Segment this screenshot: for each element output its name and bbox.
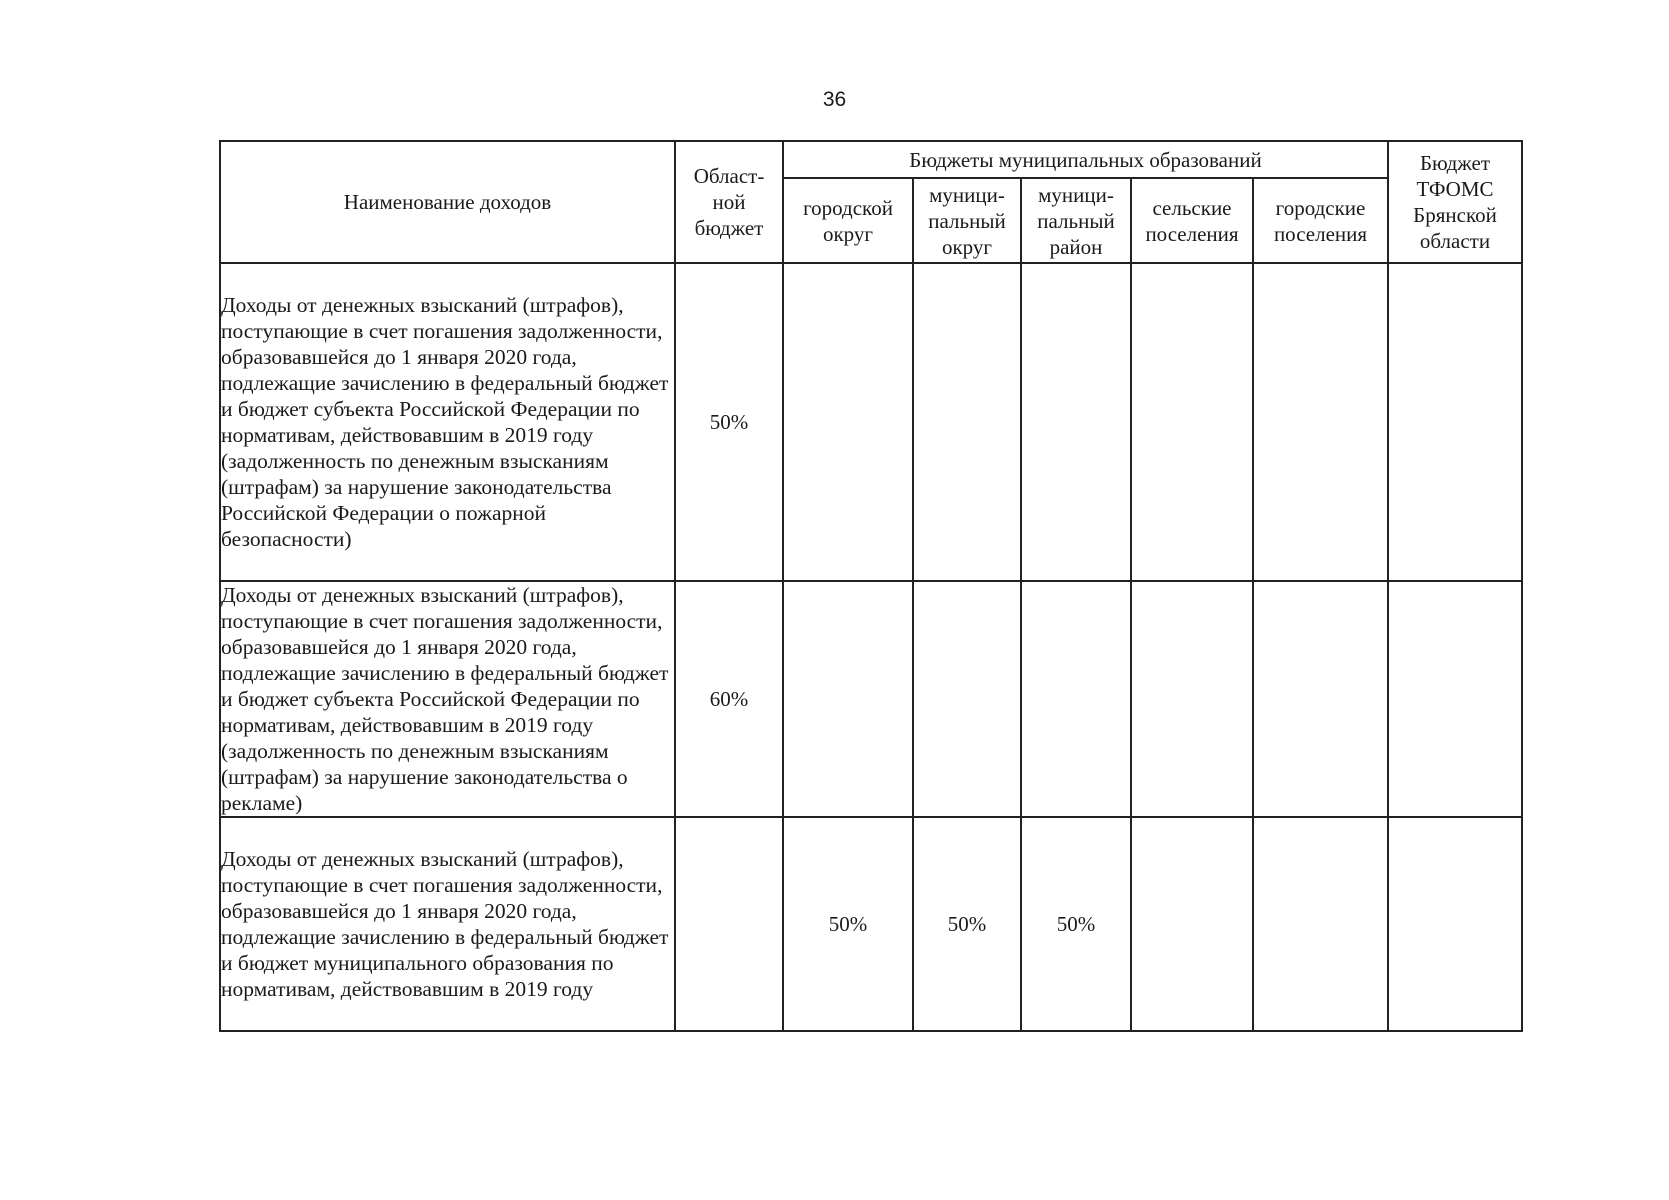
- tfoms-budget-cell: [1388, 581, 1522, 817]
- header-tfoms-budget: [1388, 141, 1522, 263]
- rural-settlements-cell: [1131, 263, 1253, 581]
- table-row: [220, 263, 1522, 581]
- revenue-name-cell: Доходы от денежных взысканий (штрафов), поступающие в счет погашения задолженности, образовавшейся до 1 января 2020 года, подлежащие зачислению в федеральный бюджет и бюджет субъекта Российской Федерации по нормативам, действовавшим в 2019 году (задолженность по денежным взысканиям (штрафам) за нарушение законодательства Российской Федерации о пожарной безопасности): [220, 263, 675, 581]
- page-number: 36: [822, 88, 847, 111]
- revenue-distribution-table: [219, 140, 1523, 1032]
- regional-budget-cell: 60%: [675, 581, 783, 817]
- header-city-district: [783, 178, 913, 263]
- header-municipal-raion-label: муници- пальный район: [1037, 182, 1115, 259]
- header-regional-budget: [675, 141, 783, 263]
- revenue-name-cell: Доходы от денежных взысканий (штрафов), поступающие в счет погашения задолженности, образовавшейся до 1 января 2020 года, подлежащие зачислению в федеральный бюджет и бюджет муниципального образования по нормативам, действовавшим в 2019 году: [220, 817, 675, 1031]
- header-municipal-okrug: [913, 178, 1021, 263]
- header-urban-settlements-label: городские поселения: [1273, 195, 1368, 246]
- municipal-raion-cell: [1021, 581, 1131, 817]
- city-district-cell: [783, 263, 913, 581]
- header-urban-settlements: [1253, 178, 1388, 263]
- header-city-district-label: городской округ: [803, 195, 893, 246]
- urban-settlements-cell: [1253, 817, 1388, 1031]
- header-regional-budget-label: Област- ной бюджет: [693, 164, 765, 240]
- header-revenue-name: Наименование доходов: [220, 141, 675, 263]
- regional-budget-cell: [675, 817, 783, 1031]
- header-rural-settlements: [1131, 178, 1253, 263]
- header-municipal-okrug-label: муници- пальный округ: [928, 182, 1006, 259]
- regional-budget-cell: 50%: [675, 263, 783, 581]
- municipal-raion-cell: 50%: [1021, 817, 1131, 1031]
- city-district-cell: [783, 581, 913, 817]
- municipal-okrug-cell: [913, 581, 1021, 817]
- header-tfoms-budget-label: Бюджет ТФОМС Брянской области: [1413, 151, 1497, 253]
- municipal-okrug-cell: 50%: [913, 817, 1021, 1031]
- city-district-cell: 50%: [783, 817, 913, 1031]
- municipal-raion-cell: [1021, 263, 1131, 581]
- tfoms-budget-cell: [1388, 263, 1522, 581]
- municipal-okrug-cell: [913, 263, 1021, 581]
- rural-settlements-cell: [1131, 817, 1253, 1031]
- revenue-name-cell: Доходы от денежных взысканий (штрафов), поступающие в счет погашения задолженности, образовавшейся до 1 января 2020 года, подлежащие зачислению в федеральный бюджет и бюджет субъекта Российской Федерации по нормативам, действовавшим в 2019 году (задолженность по денежным взысканиям (штрафам) за нарушение законодательства о рекламе): [220, 581, 675, 817]
- header-rural-settlements-label: сельские поселения: [1145, 195, 1239, 246]
- header-municipal-budgets: Бюджеты муниципальных образований: [783, 141, 1388, 178]
- urban-settlements-cell: [1253, 581, 1388, 817]
- urban-settlements-cell: [1253, 263, 1388, 581]
- tfoms-budget-cell: [1388, 817, 1522, 1031]
- rural-settlements-cell: [1131, 581, 1253, 817]
- header-municipal-raion: [1021, 178, 1131, 263]
- table-row: [220, 817, 1522, 1031]
- table-row: [220, 581, 1522, 817]
